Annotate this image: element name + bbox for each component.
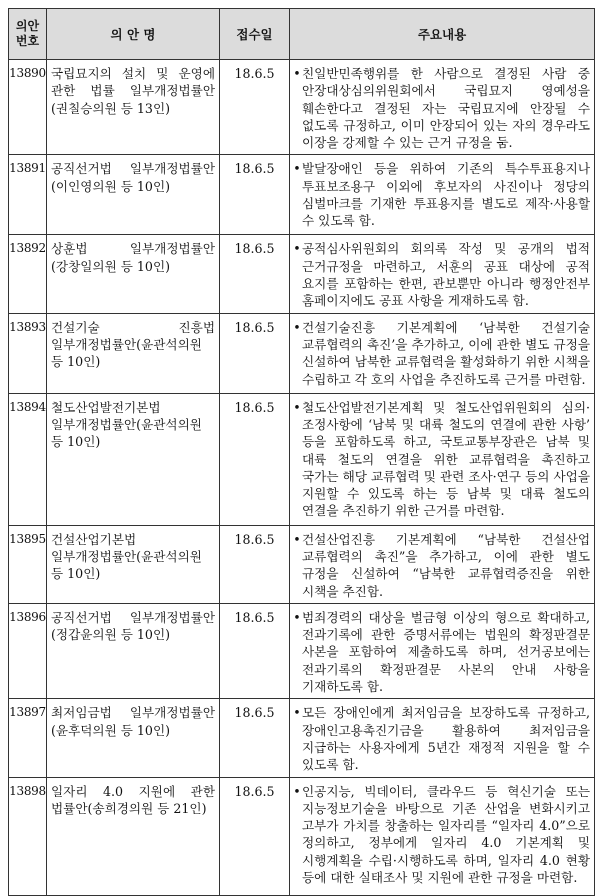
bill-summary xyxy=(290,60,595,155)
table-row xyxy=(9,777,595,895)
bill-title: 국립묘지의 설치 및 운영에 관한 법률 일부개정법률안(권칠승의원 등 13인) xyxy=(47,60,220,155)
bill-list-sheet xyxy=(8,8,594,896)
bill-title: 건설기술 진흥법 일부개정법률안(윤관석의원 등 10인) xyxy=(47,313,220,393)
bill-summary xyxy=(290,313,595,393)
receipt-date: 18.6.5 xyxy=(220,525,290,603)
header-bill-number-line1: 의안 xyxy=(15,19,40,33)
bullet-icon: • xyxy=(293,319,301,335)
bullet-icon: • xyxy=(293,241,301,257)
header-row xyxy=(9,9,595,60)
bill-summary-text: 건설산업진흥 기본계획에 “남북한 건설산업 교류협력의 촉진”을 추가하고, 이에 관한 별도 규정을 신설하여 “남북한 교류협력증진을 위한 시책을 추진함. xyxy=(302,531,590,599)
bill-summary-text: 발달장애인 등을 위하여 기존의 특수투표용지나 투표보조용구 이외에 후보자의 사진이나 정당의 심벌마크를 기재한 투표용지를 별도로 제작·사용할 수 있도록 함. xyxy=(302,161,590,229)
receipt-date: 18.6.5 xyxy=(220,60,290,155)
bill-number: 13893 xyxy=(9,313,47,393)
bill-summary xyxy=(290,699,595,777)
table-row xyxy=(9,603,595,698)
header-bill-number-line2: 번호 xyxy=(15,34,40,48)
receipt-date: 18.6.5 xyxy=(220,393,290,525)
bill-title: 공직선거법 일부개정법률안(이인영의원 등 10인) xyxy=(47,155,220,235)
bill-summary-text: 건설기술진흥 기본계획에 ‘남북한 건설기술 교류협력의 촉진’을 추가하고, 이에 관한 별도 규정을 신설하여 남북한 교류협력을 활성화하기 위한 시책을 수립하고 각 호의 사업을 추진하도록 근거를 마련함. xyxy=(302,319,590,387)
bill-summary xyxy=(290,777,595,895)
bill-summary-text: 철도산업발전기본계획 및 철도산업위원회의 심의·조정사항에 ‘남북 및 대륙 철도의 연결에 관한 사항’ 등을 포함하도록 하고, 국토교통부장관은 남북 및 대륙 철도의 연결을 위한 교류협력을 촉진하고 국가는 해당 교류협력 및 관련 조사·연구 등의 사업을 지원할 수 있도록 하는 등 남북 및 대륙 철도의 연결을 추진하기 위한 근거를 마련함. xyxy=(302,399,590,519)
bullet-icon: • xyxy=(293,609,301,625)
header-main-content: 주요내용 xyxy=(290,9,595,60)
bill-number: 13896 xyxy=(9,603,47,698)
bullet-icon: • xyxy=(293,705,301,721)
table-row xyxy=(9,393,595,525)
bill-title: 철도산업발전기본법 일부개정법률안(윤관석의원 등 10인) xyxy=(47,393,220,525)
bill-summary xyxy=(290,393,595,525)
bullet-icon: • xyxy=(293,783,301,799)
bill-number: 13894 xyxy=(9,393,47,525)
header-bill-title: 의 안 명 xyxy=(47,9,220,60)
bill-number: 13898 xyxy=(9,777,47,895)
bill-table xyxy=(8,8,595,896)
table-row xyxy=(9,235,595,313)
receipt-date: 18.6.5 xyxy=(220,155,290,235)
bill-number: 13895 xyxy=(9,525,47,603)
bill-summary xyxy=(290,235,595,313)
bullet-icon: • xyxy=(293,161,301,177)
bill-summary xyxy=(290,525,595,603)
header-receipt-date: 접수일 xyxy=(220,9,290,60)
table-row xyxy=(9,699,595,777)
bill-summary xyxy=(290,603,595,698)
receipt-date: 18.6.5 xyxy=(220,777,290,895)
receipt-date: 18.6.5 xyxy=(220,603,290,698)
bullet-icon: • xyxy=(293,66,301,81)
bullet-icon: • xyxy=(293,399,301,415)
bill-summary xyxy=(290,155,595,235)
bill-title: 일자리 4.0 지원에 관한 법률안(송희경의원 등 21인) xyxy=(47,777,220,895)
bill-summary-text: 범죄경력의 대상을 벌금형 이상의 형으로 확대하고, 전과기록에 관한 증명서류에는 법원의 확정판결문 사본을 포함하여 제출하도록 하며, 선거공보에는 전과기록의 확정판결문 사본의 안내 사항을 기재하도록 함. xyxy=(302,609,590,695)
bill-number: 13892 xyxy=(9,235,47,313)
table-row xyxy=(9,60,595,155)
bill-summary-text: 인공지능, 빅데이터, 클라우드 등 혁신기술 또는 지능정보기술을 바탕으로 기존 산업을 변화시키고 고부가 가치를 창출하는 일자리를 “일자리 4.0”으로 정의하고, 정부에게 일자리 4.0 기본계획 및 시행계획을 수립·시행하도록 하며, 일자리 4.0 현황 등에 대한 실태조사 및 지원에 관한 규정을 마련함. xyxy=(302,783,590,886)
receipt-date: 18.6.5 xyxy=(220,313,290,393)
bill-title: 건설산업기본법 일부개정법률안(윤관석의원 등 10인) xyxy=(47,525,220,603)
bill-summary-text: 친일반민족행위를 한 사람으로 결정된 사람 중 안장대상심의위원회에서 국립묘지 영예성을 훼손한다고 결정된 자는 국립묘지에 안장될 수 없도록 규정하고, 이미 안장되어 있는 자의 경우라도 이장을 강제할 수 있는 근거 규정을 둠. xyxy=(302,66,590,151)
bill-title: 공직선거법 일부개정법률안(정갑윤의원 등 10인) xyxy=(47,603,220,698)
bill-number: 13891 xyxy=(9,155,47,235)
header-bill-number xyxy=(9,9,47,60)
bill-title: 최저임금법 일부개정법률안(윤후덕의원 등 10인) xyxy=(47,699,220,777)
bullet-icon: • xyxy=(293,531,301,547)
receipt-date: 18.6.5 xyxy=(220,699,290,777)
bill-number: 13897 xyxy=(9,699,47,777)
bill-number: 13890 xyxy=(9,60,47,155)
bill-summary-text: 모든 장애인에게 최저임금을 보장하도록 규정하고, 장애인고용촉진기금을 활용하여 최저임금을 지급하는 사용자에게 5년간 재정적 지원을 할 수 있도록 함. xyxy=(302,705,590,773)
receipt-date: 18.6.5 xyxy=(220,235,290,313)
bill-title: 상훈법 일부개정법률안(강창일의원 등 10인) xyxy=(47,235,220,313)
bill-summary-text: 공적심사위원회의 회의록 작성 및 공개의 법적 근거규정을 마련하고, 서훈의 공표 대상에 공적 요지를 포함하는 한편, 관보뿐만 아니라 행정안전부 홈페이지에도 공표 사항을 게재하도록 함. xyxy=(302,241,590,309)
table-row xyxy=(9,525,595,603)
table-row xyxy=(9,313,595,393)
table-row xyxy=(9,155,595,235)
